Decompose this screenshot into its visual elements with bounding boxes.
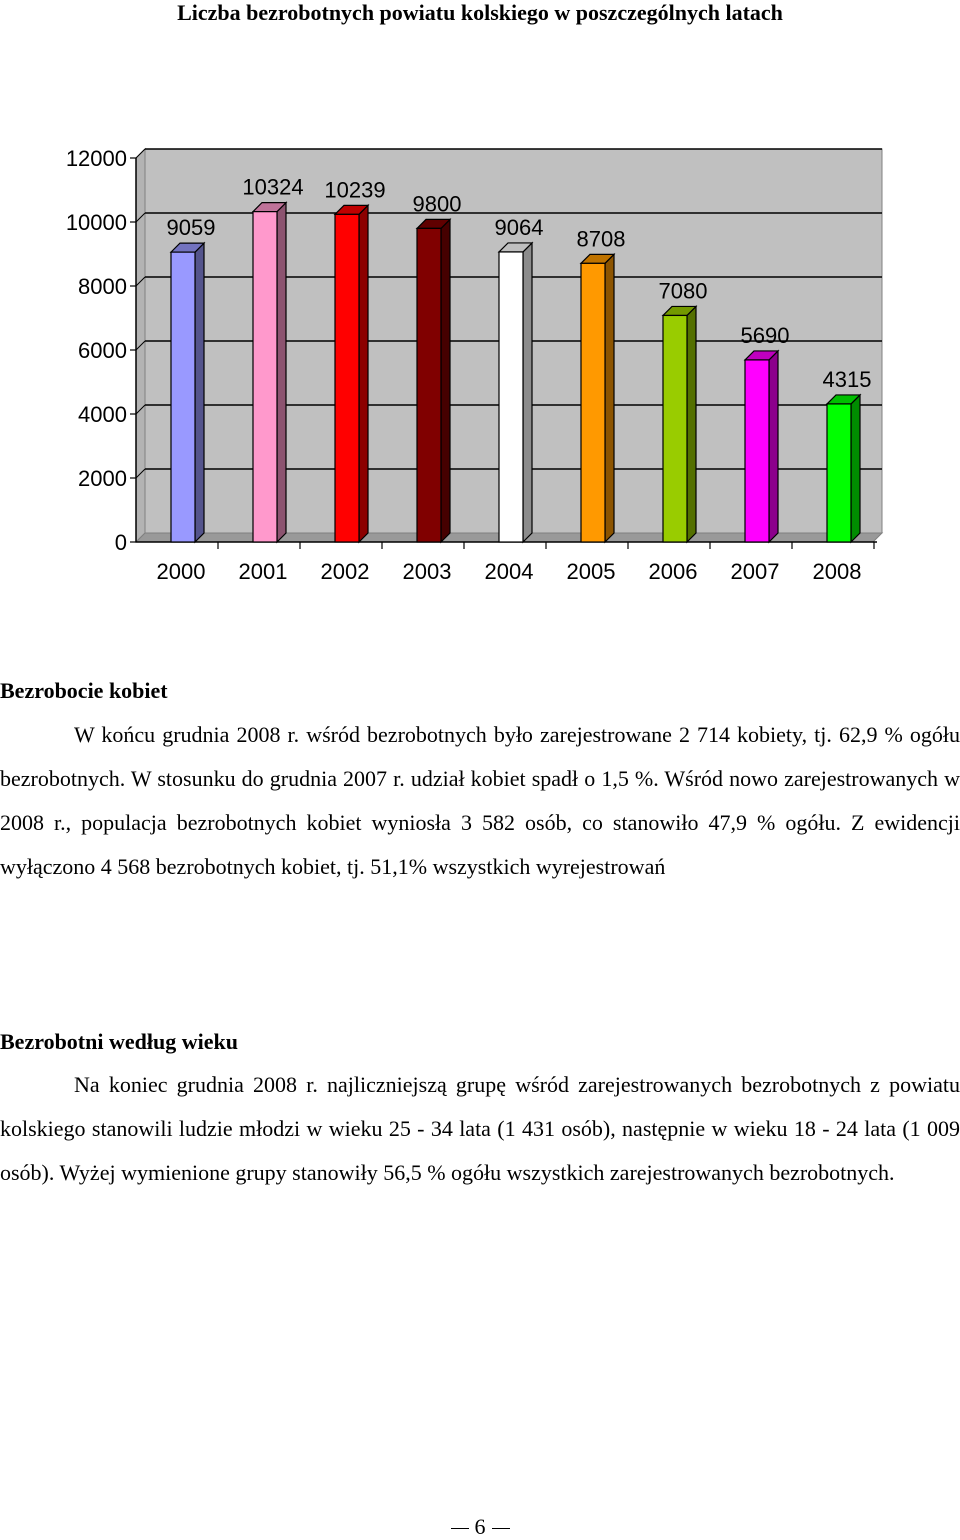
- data-label: 9059: [166, 215, 216, 241]
- section-text-age: Na koniec grudnia 2008 r. najliczniejszą grupę wśród zarejestrowanych bezrobotnych z powiatu kolskiego stanowili ludzie młodzi w wieku 25 - 34 lata (1 431 osób), następnie w wieku 18 - 24 lata (1 009 osób). Wyżej wymienione grupy stanowiły 56,5 % ogółu wszystkich zarejestrowanych bezrobotnych.: [0, 1072, 960, 1185]
- y-tick-label: 10000: [65, 210, 127, 235]
- section-heading-age: Bezrobotni według wieku: [0, 1029, 238, 1054]
- data-label: 10239: [324, 177, 386, 203]
- x-tick-label: 2002: [320, 559, 370, 584]
- page-footer: [0, 1514, 960, 1540]
- bar-2002: [335, 205, 368, 542]
- x-tick-label: 2005: [566, 559, 616, 584]
- bar-2004: [499, 243, 532, 542]
- x-tick-label: 2001: [238, 559, 288, 584]
- bar-2008: [827, 395, 860, 542]
- unemployment-bar-chart: [0, 120, 960, 600]
- y-tick-label: 0: [114, 530, 127, 555]
- x-tick-label: 2008: [812, 559, 862, 584]
- page-number: 6: [474, 1514, 486, 1539]
- x-tick-label: 2007: [730, 559, 780, 584]
- bar-2001: [253, 203, 286, 542]
- x-tick-label: 2006: [648, 559, 698, 584]
- bar-2007: [745, 351, 778, 542]
- y-tick-label: 6000: [78, 338, 127, 363]
- bar-2005: [581, 254, 614, 542]
- data-label: 4315: [822, 366, 872, 392]
- y-tick-label: 2000: [78, 466, 127, 491]
- x-tick-label: 2003: [402, 559, 452, 584]
- y-tick-label: 8000: [78, 274, 127, 299]
- section-text-women: W końcu grudnia 2008 r. wśród bezrobotnych było zarejestrowane 2 714 kobiety, tj. 62,9 % ogółu bezrobotnych. W stosunku do grudnia 2007 r. udział kobiet spadł o 1,5 %. Wśród nowo zarejestrowanych w 2008 r., populacja bezrobotnych kobiet wyniosła 3 582 osób, co stanowiło 47,9 % ogółu. Z ewidencji wyłączono 4 568 bezrobotnych kobiet, tj. 51,1% wszystkich wyrejestrowań: [0, 722, 960, 879]
- data-label: 9800: [412, 191, 462, 217]
- data-label: 7080: [658, 278, 708, 304]
- footer-dash-left: [451, 1528, 469, 1529]
- bar-2003: [417, 219, 450, 542]
- x-tick-label: 2000: [156, 559, 206, 584]
- bar-2000: [171, 243, 204, 542]
- chart-title: Liczba bezrobotnych powiatu kolskiego w poszczególnych latach: [177, 0, 783, 25]
- data-label: 10324: [242, 174, 304, 200]
- y-tick-label: 4000: [78, 402, 127, 427]
- footer-dash-right: [492, 1528, 510, 1529]
- bar-2006: [663, 306, 696, 542]
- x-tick-label: 2004: [484, 559, 534, 584]
- y-tick-label: 12000: [65, 146, 127, 171]
- data-label: 5690: [740, 322, 790, 348]
- data-label: 9064: [494, 214, 544, 240]
- data-label: 8708: [576, 226, 626, 252]
- section-heading-women: Bezrobocie kobiet: [0, 678, 168, 703]
